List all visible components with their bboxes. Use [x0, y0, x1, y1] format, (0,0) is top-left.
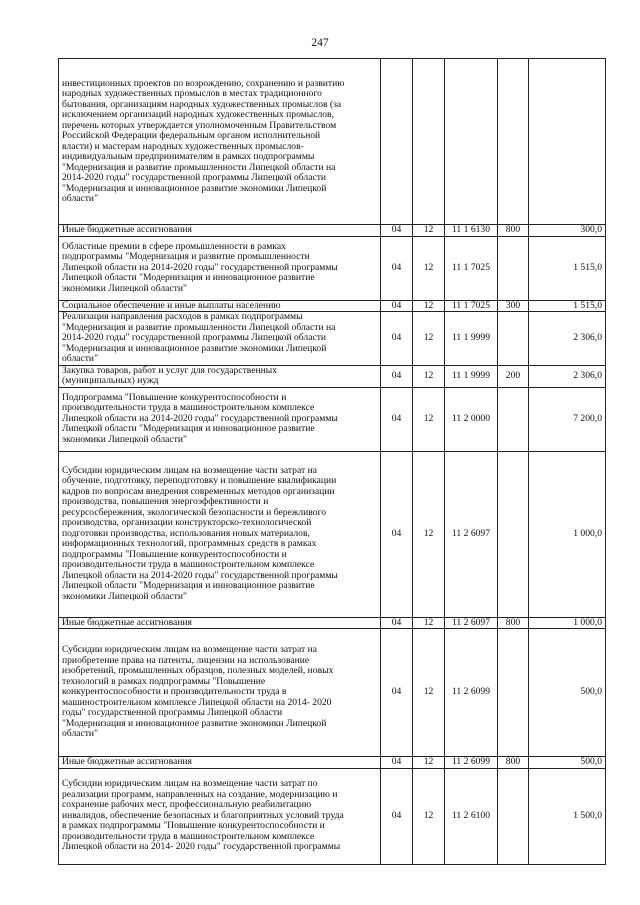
table-row [59, 387, 606, 451]
row-section-code: 04 [381, 629, 413, 757]
row-subsection-code [413, 59, 445, 225]
row-target-article: 11 2 6097 [445, 617, 498, 629]
row-subsection-code: 12 [413, 387, 445, 451]
row-amount [529, 59, 606, 225]
row-expense-type: 800 [498, 757, 529, 769]
row-expense-type [498, 59, 529, 225]
row-amount: 500,0 [529, 629, 606, 757]
row-expense-type [498, 387, 529, 451]
row-description: Социальное обеспечение и иные выплаты населению [59, 300, 381, 312]
row-expense-type [498, 236, 529, 300]
row-amount: 1 515,0 [529, 300, 606, 312]
row-amount: 2 306,0 [529, 312, 606, 366]
row-subsection-code: 12 [413, 236, 445, 300]
table-row [59, 451, 606, 617]
table-row [59, 312, 606, 366]
row-description: Реализация направления расходов в рамках подпрограммы "Модернизация и развитие промышленности Липецкой области на 2014-2020 годы" государственной программы Липецкой области "Модернизация и инновационное развитие экономики Липецкой области" [59, 312, 381, 366]
row-amount: 300,0 [529, 225, 606, 237]
row-expense-type [498, 312, 529, 366]
row-amount: 2 306,0 [529, 365, 606, 387]
row-section-code: 04 [381, 387, 413, 451]
row-subsection-code: 12 [413, 312, 445, 366]
row-target-article [445, 59, 498, 225]
row-target-article: 11 2 6097 [445, 451, 498, 617]
table-row [59, 768, 606, 864]
table-row [59, 300, 606, 312]
row-expense-type [498, 451, 529, 617]
row-subsection-code: 12 [413, 617, 445, 629]
row-section-code: 04 [381, 617, 413, 629]
row-expense-type: 800 [498, 225, 529, 237]
row-description: инвестиционных проектов по возрождению, сохранению и развитию народных художественных промыслов в местах традиционного бытования, организациям народных художественных промыслов (за исключением организаций народных художественных промыслов, перечень которых утверждается уполномоченным Правительством Российской Федерации федеральным органом исполнительной власти) и мастерам народных художественных промыслов- индивидуальным предпринимателям в рамках подпрограммы "Модернизация и развитие промышленности Липецкой области на 2014-2020 годы" государственной программы Липецкой области "Модернизация и инновационное развитие экономики Липецкой области" [59, 59, 381, 225]
row-section-code: 04 [381, 451, 413, 617]
row-subsection-code: 12 [413, 300, 445, 312]
row-target-article: 11 1 7025 [445, 300, 498, 312]
row-section-code: 04 [381, 300, 413, 312]
row-section-code: 04 [381, 225, 413, 237]
row-subsection-code: 12 [413, 757, 445, 769]
row-description: Подпрограмма "Повышение конкурентоспособности и производительности труда в машиностроительном комплексе Липецкой области на 2014-2020 годы" государственной программы Липецкой области "Модернизация и инновационное развитие экономики Липецкой области" [59, 387, 381, 451]
row-amount: 500,0 [529, 757, 606, 769]
table-row [59, 225, 606, 237]
row-subsection-code: 12 [413, 768, 445, 864]
row-expense-type [498, 629, 529, 757]
row-target-article: 11 2 6099 [445, 629, 498, 757]
row-section-code [381, 59, 413, 225]
row-subsection-code: 12 [413, 365, 445, 387]
table-row [59, 59, 606, 225]
row-amount: 1 000,0 [529, 451, 606, 617]
budget-table-body [59, 59, 606, 865]
table-row [59, 629, 606, 757]
row-expense-type: 200 [498, 365, 529, 387]
row-target-article: 11 1 9999 [445, 312, 498, 366]
row-amount: 7 200,0 [529, 387, 606, 451]
table-row [59, 236, 606, 300]
row-description: Субсидии юридическим лицам на возмещение части затрат по реализации программ, направленных на создание, модернизацию и сохранение рабочих мест, профессиональную реабилитацию инвалидов, обеспечение безопасных и благоприятных условий труда в рамках подпрограммы "Повышение конкурентоспособности и производительности труда в машиностроительном комплексе Липецкой области на 2014- 2020 годы" государственной программы [59, 768, 381, 864]
row-subsection-code: 12 [413, 225, 445, 237]
budget-table [58, 58, 606, 865]
row-section-code: 04 [381, 365, 413, 387]
row-description: Субсидии юридическим лицам на возмещение части затрат на приобретение права на патенты, лицензии на использование изобретений, промышленных образцов, полезных моделей, новых технологий в рамках подпрограммы "Повышение конкурентоспособности и производительности труда в машиностроительном комплексе Липецкой области на 2014- 2020 годы" государственной программы Липецкой области "Модернизация и инновационное развитие экономики Липецкой области" [59, 629, 381, 757]
row-section-code: 04 [381, 757, 413, 769]
row-amount: 1 515,0 [529, 236, 606, 300]
row-target-article: 11 1 6130 [445, 225, 498, 237]
row-description: Областные премии в сфере промышленности в рамках подпрограммы "Модернизация и развитие промышленности Липецкой области на 2014-2020 годы" государственной программы Липецкой области "Модернизация и инновационное развитие экономики Липецкой области" [59, 236, 381, 300]
row-target-article: 11 1 7025 [445, 236, 498, 300]
row-amount: 1 500,0 [529, 768, 606, 864]
row-description: Закупка товаров, работ и услуг для государственных (муниципальных) нужд [59, 365, 381, 387]
row-target-article: 11 2 6100 [445, 768, 498, 864]
row-description: Иные бюджетные ассигнования [59, 617, 381, 629]
row-target-article: 11 2 6099 [445, 757, 498, 769]
row-subsection-code: 12 [413, 451, 445, 617]
table-row [59, 365, 606, 387]
row-section-code: 04 [381, 312, 413, 366]
row-expense-type: 800 [498, 617, 529, 629]
row-expense-type [498, 768, 529, 864]
page-number: 247 [311, 37, 329, 49]
row-section-code: 04 [381, 768, 413, 864]
row-target-article: 11 2 0000 [445, 387, 498, 451]
row-target-article: 11 1 9999 [445, 365, 498, 387]
row-description: Субсидии юридическим лицам на возмещение части затрат на обучение, подготовку, переподготовку и повышение квалификации кадров по вопросам внедрения современных методов организации производства, повышения энергоэффективности и ресурсосбережения, экологической безопасности и бережливого производства, организации конструкторско-технологической подготовки производства, использования новых материалов, информационных технологий, программных средств в рамках подпрограммы "Повышение конкурентоспособности и производительности труда в машиностроительном комплексе Липецкой области на 2014-2020 годы" государственной программы Липецкой области "Модернизация и инновационное развитие экономики Липецкой области" [59, 451, 381, 617]
table-row [59, 617, 606, 629]
table-row [59, 757, 606, 769]
row-expense-type: 300 [498, 300, 529, 312]
row-description: Иные бюджетные ассигнования [59, 225, 381, 237]
row-amount: 1 000,0 [529, 617, 606, 629]
row-subsection-code: 12 [413, 629, 445, 757]
row-description: Иные бюджетные ассигнования [59, 757, 381, 769]
row-section-code: 04 [381, 236, 413, 300]
